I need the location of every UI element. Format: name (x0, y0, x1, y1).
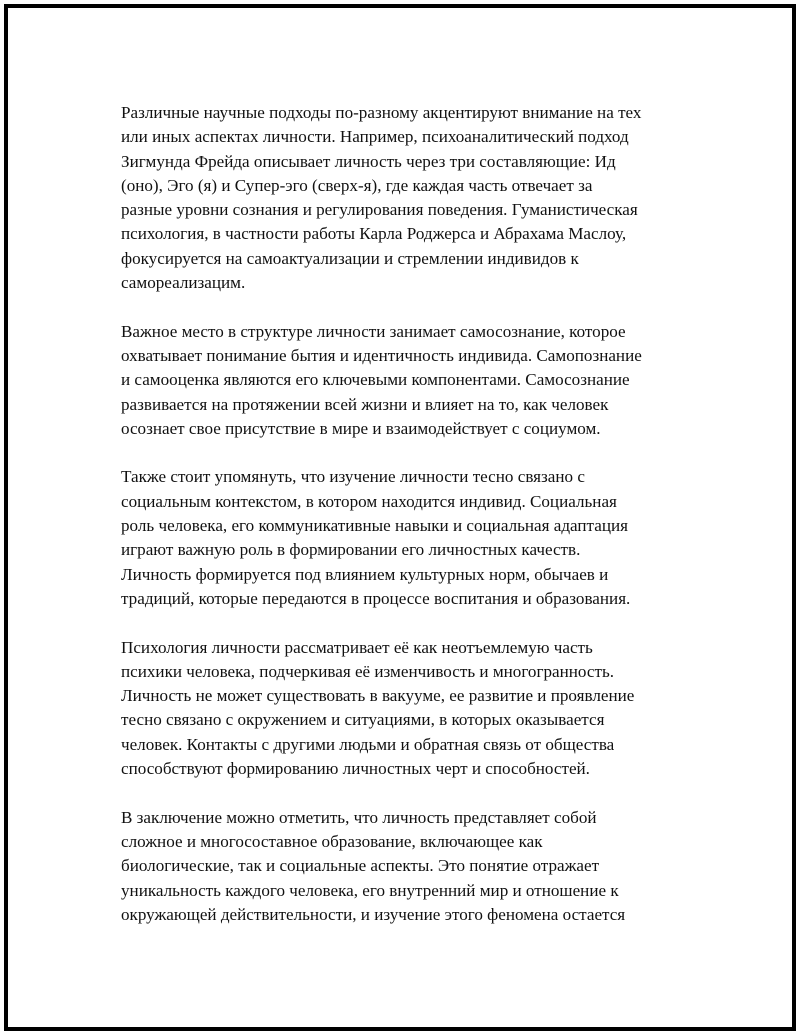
text-line: Также стоит упомянуть, что изучение личности тесно связано с (121, 467, 585, 487)
text-line: Важное место в структуре личности занимает самосознание, которое (121, 321, 626, 341)
text-line: биологические, так и социальные аспекты. Это понятие отражает (121, 856, 600, 876)
text-line: В заключение можно отметить, что личность представляет собой (121, 807, 597, 827)
text-line: роль человека, его коммуникативные навыки и социальная адаптация (121, 516, 628, 536)
paragraph (121, 101, 701, 295)
text-line: способствуют формированию личностных черт и способностей. (121, 759, 590, 779)
text-line: Психология личности рассматривает её как неотъемлемую часть (121, 637, 593, 657)
text-line: и самооценка являются его ключевыми компонентами. Самосознание (121, 370, 630, 390)
text-line: традиций, которые передаются в процессе воспитания и образования. (121, 588, 631, 608)
text-line: Зигмунда Фрейда описывает личность через три составляющие: Ид (121, 151, 616, 171)
text-line: человек. Контакты с другими людьми и обратная связь от общества (121, 734, 615, 754)
text-line: самореализацим. (121, 273, 246, 293)
paragraph (121, 320, 701, 441)
text-line: Личность не может существовать в вакууме, ее развитие и проявление (121, 686, 635, 706)
text-line: или иных аспектах личности. Например, психоаналитический подход (121, 127, 629, 147)
text-line: развивается на протяжении всей жизни и влияет на то, как человек (121, 394, 609, 414)
document-body (121, 101, 701, 951)
text-line: сложное и многосоставное образование, включающее как (121, 831, 543, 851)
text-line: играют важную роль в формировании его личностных качеств. (121, 540, 581, 560)
text-line: социальным контекстом, в котором находится индивид. Социальная (121, 491, 617, 511)
text-line: охватывает понимание бытия и идентичность индивида. Самопознание (121, 345, 642, 365)
text-line: психики человека, подчеркивая её изменчивость и многогранность. (121, 661, 615, 681)
paragraph (121, 465, 701, 611)
text-line: Различные научные подходы по-разному акцентируют внимание на тех (121, 103, 642, 122)
paragraph (121, 806, 701, 927)
paragraph (121, 636, 701, 782)
text-line: фокусируется на самоактуализации и стремлении индивидов к (121, 248, 579, 268)
text-line: уникальность каждого человека, его внутренний мир и отношение к (121, 880, 619, 900)
text-line: разные уровни сознания и регулирования поведения. Гуманистическая (121, 200, 638, 220)
text-line: окружающей действительности, и изучение этого феномена остается (121, 904, 626, 924)
page-frame (4, 4, 796, 1031)
text-line: (оно), Эго (я) и Супер-эго (сверх-я), где каждая часть отвечает за (121, 175, 593, 195)
text-line: Личность формируется под влиянием культурных норм, обычаев и (121, 564, 609, 584)
text-line: психология, в частности работы Карла Роджерса и Абрахама Маслоу, (121, 224, 627, 244)
text-line: осознает свое присутствие в мире и взаимодействует с социумом. (121, 418, 601, 438)
text-line: тесно связано с окружением и ситуациями, в которых оказывается (121, 710, 605, 730)
